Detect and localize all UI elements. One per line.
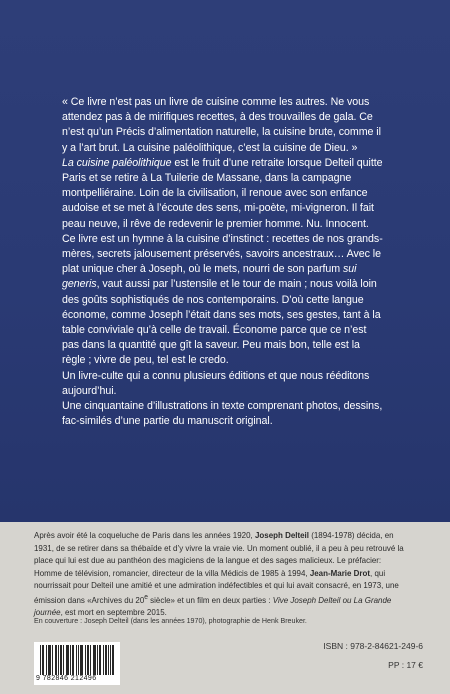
isbn: ISBN : 978-2-84621-249-6: [323, 641, 423, 651]
barcode-bars: [40, 645, 114, 675]
book-title: La cuisine paléolithique: [62, 156, 172, 169]
blurb-paragraph-5: Une cinquantaine d’illustrations in texte comprenant photos, dessins, fac-similés d’une partie du manuscrit original.: [62, 400, 383, 428]
price: PP : 17 €: [388, 660, 423, 670]
blurb-paragraph-2: La cuisine paléolithique est le fruit d’une retraite lorsque Delteil quitte Paris et se retire à La Tuilerie de Massane, dans la campagne montpelliéraine. Loin de la civilisation, il renoue avec son enfance audoise et se met à l’écoute des sens, mi-poète, mi-vigneron. Il fait peau neuve, il rêve de redevenir le premier homme. Nu. Innocent.: [62, 156, 383, 230]
barcode-digits: 9 782846 212496: [36, 675, 97, 682]
cover-photo-credit: En couverture : Joseph Delteil (dans les années 1970), photographie de Henk Breuker.: [34, 617, 307, 625]
blurb-paragraph-3: Ce livre est un hymne à la cuisine d’instinct : recettes de nos grands-mères, secrets jalousement préservés, savoirs ancestraux… Avec le plat unique cher à Joseph, où le mets, nourri de son parfum sui generis, vaut aussi par l’ustensile et le tour de main ; nous voilà loin des goûts sophistiqués de nos contemporains. D’où cette langue économe, comme Joseph l’était dans ses mots, ses gestes, tant à la table conviviale qu’à celle de travail. Économe parce que ce n’est pas dans la quantité que gît la saveur. Peu mais bon, telle est la règle ; vivre de peu, tel est le credo.: [62, 232, 383, 367]
blurb-quote: « Ce livre n’est pas un livre de cuisine comme les autres. Ne vous attendez pas à de mirifiques recettes, à des trouvailles de gala. Ce n’est qu’un Précis d’alimentation naturelle, la cuisine brute, comme il y a l’art brut. La cuisine paléolithique, c’est la cuisine de Dieu. »: [62, 96, 381, 154]
author-name: Joseph Delteil: [254, 530, 309, 540]
back-cover-blurb: [62, 95, 384, 429]
film-title: Vive Joseph Delteil ou La Grande journée: [34, 594, 392, 617]
prefacer-name: Jean-Marie Drot: [309, 567, 371, 578]
author-biography: Après avoir été la coqueluche de Paris dans les années 1920, Joseph Delteil (1894-1978) décida, en 1931, de se retirer dans sa thébaïde et d’y vivre la vraie vie. Un moment oublié, il a peu à peu retrouvé la place qui lui est due au panthéon des magiciens de la langue et des sages malicieux. Le préfacier: Homme de télévision, romancier, directeur de la villa Médicis de 1985 à 1994, Jean-Marie Drot, qui nourrissait pour Delteil une amitié et une admiration indéfectibles et qui lui avait consacré, en 1973, une émission dans «Archives du 20e siècle» et un film en deux parties : Vive Joseph Delteil ou La Grande journée, est mort en septembre 2015.: [34, 530, 404, 617]
barcode: [34, 642, 120, 685]
blurb-paragraph-4: Un livre-culte qui a connu plusieurs éditions et que nous rééditons aujourd’hui.: [62, 369, 370, 397]
